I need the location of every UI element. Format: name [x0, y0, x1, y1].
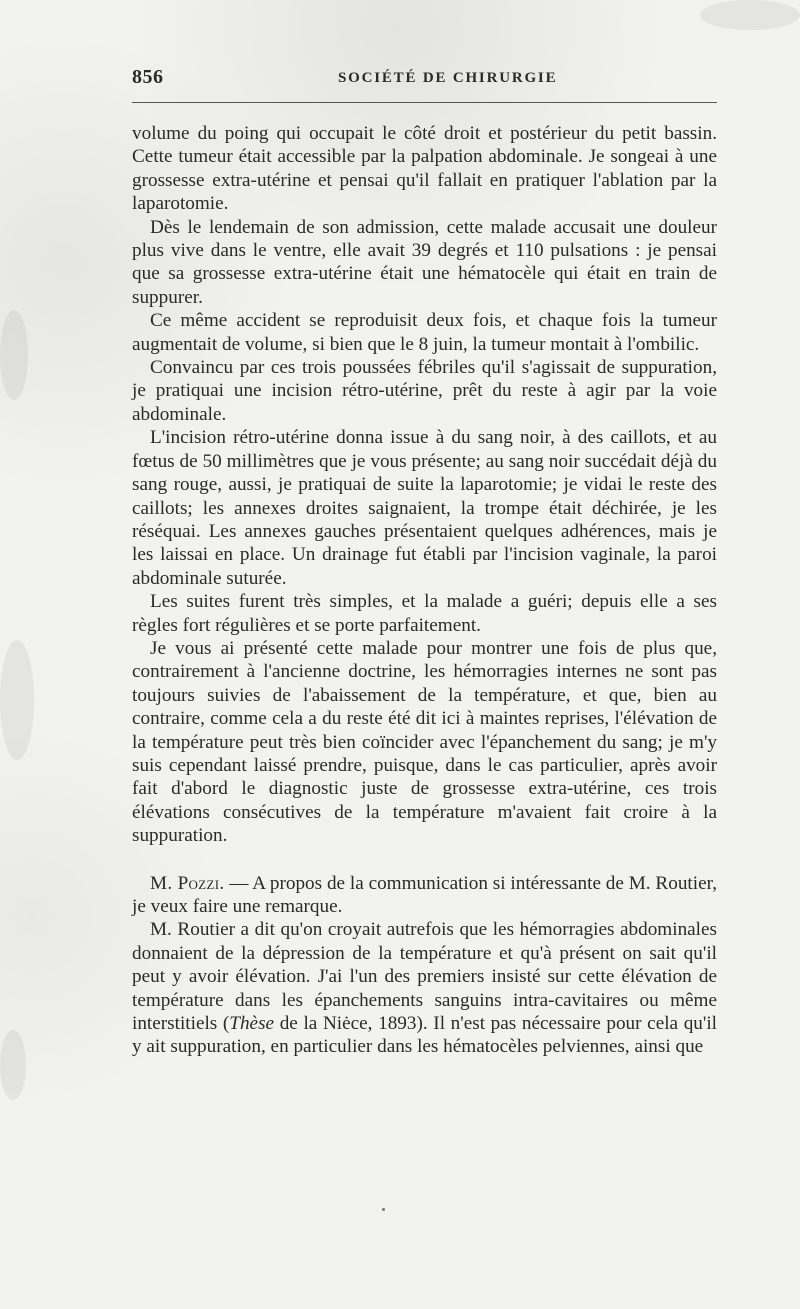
paragraph-3: Ce même accident se reproduisit deux fois, et chaque fois la tumeur augmentait de volume, si bien que le 8 juin, la tumeur montait à l'ombilic. [132, 310, 717, 355]
running-head: SOCIÉTÉ DE CHIRURGIE [338, 70, 558, 86]
page-header [132, 66, 717, 100]
paragraph-9-text-start: M. Routier a dit qu'on croyait autrefois que les hémorragies abdominales donnaient de la dépression de la température et qu'à présent on sait qu'il peut y avoir élévation. J'ai l'un des premiers insisté sur cette élévation de température dans les épanchements sanguins intra-cavitaires ou même interstitiels ( [132, 919, 717, 1035]
header-rule [132, 102, 717, 103]
page-smudge [0, 1030, 26, 1100]
page-number: 856 [132, 66, 164, 88]
speaker-name: M. Pozzi. [150, 872, 225, 894]
paragraph-4: Convaincu par ces trois poussées fébriles qu'il s'agissait de suppuration, je pratiquai une incision rétro-utérine, prêt du reste à agir par la voie abdominale. [132, 357, 717, 425]
paragraph-5: L'incision rétro-utérine donna issue à du sang noir, à des caillots, et au fœtus de 50 millimètres que je vous présente; au sang noir succédait déjà du sang rouge, aussi, je pratiquai de suite la laparotomie; je vidai le reste des caillots; les annexes droites saignaient, la trompe était déchirée, je les réséquai. Les annexes gauches présentaient quelques adhérences, mais je les laissai en place. Un drainage fut établi par l'incision vaginale, la paroi abdominale suturée. [132, 427, 717, 589]
paragraph-9 [132, 918, 717, 1058]
paragraph-1: volume du poing qui occupait le côté droit et postérieur du petit bassin. Cette tumeur était accessible par la palpation abdominale. Je songeai à une grossesse extra-utérine et pensai qu'il fallait en pratiquer l'ablation par la laparotomie. [132, 123, 717, 215]
paragraph-6: Les suites furent très simples, et la malade a guéri; depuis elle a ses règles fort régulières et se porte parfaitement. [132, 591, 717, 636]
body-text [132, 122, 717, 1059]
section-gap [132, 848, 717, 872]
paragraph-9-text-end: de la Niėce, 1893). Il n'est pas nécessaire pour cela qu'il y ait suppuration, en particulier dans les hématocèles pelviennes, ainsi que [132, 1013, 717, 1058]
thesis-title: Thèse [229, 1013, 275, 1035]
page-smudge [0, 640, 34, 760]
page-smudge [0, 310, 28, 400]
page-mark [382, 1208, 385, 1211]
paragraph-8 [132, 872, 717, 919]
paragraph-8-text: — A propos de la communication si intéressante de M. Routier, je veux faire une remarque. [132, 872, 718, 917]
page-smudge [700, 0, 800, 30]
paragraph-7: Je vous ai présenté cette malade pour montrer une fois de plus que, contrairement à l'ancienne doctrine, les hémorragies internes ne sont pas toujours suivies de l'abaissement de la température, et que, bien au contraire, comme cela a du reste été dit ici à maintes reprises, l'élévation de la température peut très bien coïncider avec l'épanchement du sang; je m'y suis cependant laissé prendre, puisque, dans le cas particulier, après avoir fait d'abord le diagnostic juste de grossesse extra-utérine, ces trois élévations consécutives de la température m'avaient fait croire à la suppuration. [132, 637, 717, 847]
paragraph-2: Dès le lendemain de son admission, cette malade accusait une douleur plus vive dans le ventre, elle avait 39 degrés et 110 pulsations : je pensai que sa grossesse extra-utérine était une hématocèle qui était en train de suppurer. [132, 216, 717, 308]
